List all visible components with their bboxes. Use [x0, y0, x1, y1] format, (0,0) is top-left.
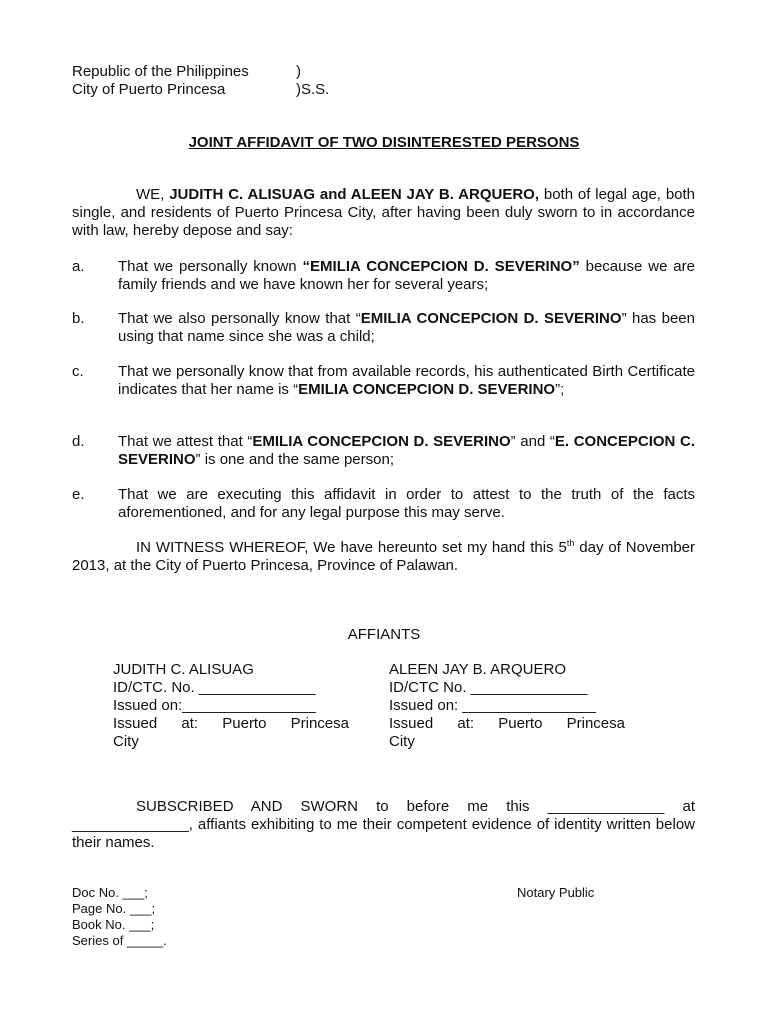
subscribed-paragraph: SUBSCRIBED AND SWORN to before me this ______________ at ______________, affiants exhibiting to me their competent evidence of identity written below their names.	[72, 798, 695, 851]
affiant-2-id: ID/CTC No. ______________	[389, 679, 588, 696]
affidavit-page: Republic of the Philippines ) City of Puerto Princesa )S.S. JOINT AFFIDAVIT OF TWO DISINTERESTED PERSONS WE, JUDITH C. ALISUAG and ALEEN JAY B. ARQUERO, both of legal age, both single, and residents of Puerto Princesa City, after having been duly sworn to in accordance with law, hereby depose and say: a. That we personally known “EMILIA CONCEPCION D. SEVERINO” because we are family friends and we have known her for several years; b. That we also personally know that “EMILIA CONCEPCION D. SEVERINO” has been using that name since she was a child; c. That we personally know that from available records, his authenticated Birth Certificate indicates that her name is “EMILIA CONCEPCION D. SEVERINO”; d. That we attest that “EMILIA CONCEPCION D. SEVERINO” and “E. CONCEPCION C. SEVERINO” is one and the same person; e. That we are executing this affidavit in order to attest to the truth of the facts aforementioned, and for any legal purpose this may serve. IN WITNESS WHEREOF, We have hereunto set my hand this 5th day of November 2013, at the City of Puerto Princesa, Province of Palawan. AFFIANTS JUDITH C. ALISUAG ID/CTC. No. ______________ Issued on:________________ Issued at: Puerto Princesa City ALEEN JAY B. ARQUERO ID/CTC No. ______________ Issued on: ________________ Issued at: Puerto Princesa City SUBSCRIBED AND SWORN to before me this ______________ at ______________, affiants exhibiting to me their competent evidence of identity written below their names. Doc No. ___; Page No. ___; Book No. ___; Series of _____. Notary Public	[0, 0, 768, 1024]
page-no: Page No. ___;	[72, 901, 156, 916]
series-of: Series of _____.	[72, 933, 167, 948]
intro-rest: both of legal age, both single, and residents of Puerto Princesa City, after having been duly sworn to in accordance with law, hereby depose and say:	[72, 186, 696, 239]
affiant-1-issued-city: City	[113, 733, 139, 750]
notary-public-label: Notary Public	[517, 885, 595, 900]
affiant-1-issued-on: Issued on:________________	[113, 697, 316, 714]
affiant-1-name: JUDITH C. ALISUAG	[113, 661, 254, 678]
affiant-1-block	[113, 661, 349, 751]
notary-record-block	[72, 885, 167, 949]
venue-block	[72, 63, 372, 99]
affiant-1-issued-at: Issued at: Puerto Princesa	[113, 715, 349, 732]
intro-we: WE,	[136, 186, 165, 203]
venue-ss: )S.S.	[296, 81, 330, 98]
affiants-heading: AFFIANTS	[347, 626, 421, 643]
document-title: JOINT AFFIDAVIT OF TWO DISINTERESTED PERSONS	[188, 134, 580, 151]
affiant-2-issued-at: Issued at: Puerto Princesa	[389, 715, 625, 732]
affiant-names: JUDITH C. ALISUAG and ALEEN JAY B. ARQUERO,	[169, 186, 539, 203]
book-no: Book No. ___;	[72, 917, 155, 932]
doc-no: Doc No. ___;	[72, 885, 148, 900]
intro-paragraph	[72, 186, 695, 240]
affiant-1-id: ID/CTC. No. ______________	[113, 679, 316, 696]
venue-city: City of Puerto Princesa	[72, 81, 226, 98]
affiant-2-name: ALEEN JAY B. ARQUERO	[389, 661, 567, 678]
affiant-2-issued-on: Issued on: ________________	[389, 697, 596, 714]
affiant-2-block	[389, 661, 625, 751]
venue-country: Republic of the Philippines	[72, 63, 249, 80]
affiant-2-issued-city: City	[389, 733, 415, 750]
venue-paren: )	[296, 63, 301, 80]
witness-paragraph: IN WITNESS WHEREOF, We have hereunto set my hand this 5th day of November 2013, at the City of Puerto Princesa, Province of Palawan.	[72, 538, 695, 574]
